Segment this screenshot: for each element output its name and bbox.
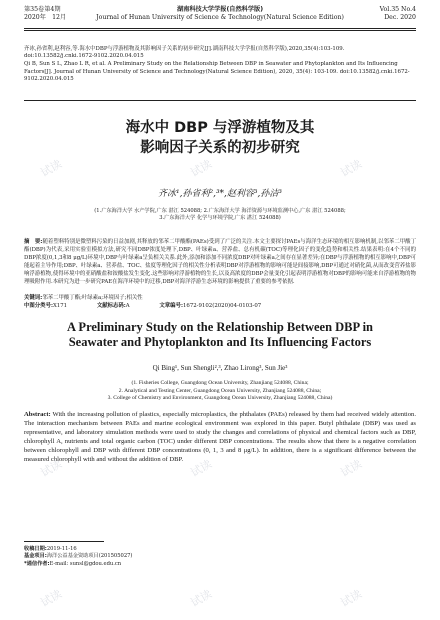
abstract-cn-label: 摘 要: [24, 239, 43, 245]
affiliations-cn [24, 208, 416, 222]
received-label: 收稿日期: [24, 546, 47, 552]
header-date-cn: 2020年 12月 [24, 14, 67, 22]
affiliation-en-line-1: (1. Fisheries College, Guangdong Ocean University, Zhanjiang 524088, China; [131, 380, 309, 386]
citation-cn: 齐冰,孙省利,赵利容,等.海水中DBP与浮游植物及其影响因子关系的初步研究[J].湖南科技大学学报(自然科学版),2020,35(4):103-109. doi:10.13582/j.cnki.1672-9102.2020.04.015 [24, 46, 345, 60]
footnote-fund [24, 553, 416, 560]
title-cn-line-2: 影响因子关系的初步研究 [140, 140, 300, 156]
keywords-cn-label: 关键词: [24, 295, 43, 301]
clc-value: X171 [52, 303, 68, 309]
citation-rule [24, 100, 416, 101]
authors-en: Qi Bing¹, Sun Shengli²,³, Zhao Lirong³, Sun Jie³ [152, 364, 288, 372]
header-vol-issue-cn: 第35卷第4期 [24, 6, 61, 13]
header-center [24, 6, 416, 22]
contact-value: E-mail: sunsl@gdou.edu.cn [49, 560, 122, 567]
watermark: 试读 [338, 157, 365, 180]
affiliations-en [24, 380, 416, 403]
header-rule-thick [24, 28, 416, 29]
watermark: 试读 [188, 457, 215, 480]
header-journal-cn: 湖南科技大学学报(自然科学版) [176, 6, 264, 13]
title-cn [0, 118, 440, 158]
affiliation-cn-line-1: (1.广东海洋大学 水产学院,广东 湛江 524088; 2.广东海洋大学 海洋资源与环境监测中心,广东 湛江 524088; [94, 208, 346, 214]
article-number-value: 1672-9102(2020)04-0103-07 [182, 303, 262, 309]
header-date-en: Dec. 2020 [384, 14, 416, 22]
affiliation-en-line-3: 3. College of Chemistry and Environment, Guangdong Ocean University, Zhanjiang 524088, China) [107, 395, 333, 402]
header-right [380, 6, 416, 22]
keywords-cn [24, 295, 416, 302]
watermark: 试读 [338, 457, 365, 480]
abstract-cn [24, 238, 416, 286]
watermark: 试读 [38, 157, 65, 180]
doc-code-value: A [125, 303, 130, 309]
classification-cn [24, 303, 416, 310]
footnote-contact [24, 561, 416, 568]
title-cn-line-1: 海水中 DBP 与浮游植物及其 [125, 120, 315, 136]
clc-label: 中图分类号: [24, 303, 53, 309]
footnote-rule [24, 541, 104, 542]
citation-block [24, 46, 416, 84]
watermark: 试读 [338, 587, 365, 610]
doc-code-label: 文献标志码: [96, 303, 126, 309]
authors-cn: 齐冰¹,孙省利²,³*,赵利容³,孙洁³ [158, 189, 282, 199]
header-journal-en: Journal of Hunan University of Science & Technology(Natural Science Edition) [96, 14, 344, 22]
contact-label: *通信作者: [24, 560, 50, 567]
footnotes [24, 546, 416, 568]
affiliation-cn-line-2: 3.广东海洋大学 化学与环境学院,广东 湛江 524088) [159, 215, 281, 221]
fund-value: 海洋公益基金资助项目(201505027) [46, 553, 133, 560]
watermark: 试读 [188, 587, 215, 610]
watermark: 试读 [188, 157, 215, 180]
fund-label: 基金项目: [24, 553, 47, 560]
citation-en: Qi B, Sun S L, Zhao L R, et al. A Preliminary Study on the Relationship Between DBP in Seawater and Phytoplankton and Its Influencing Factors[J]. Journal of Hunan University of Science and Technology(Natural Science Edition), 2020, 35(4): 103-109. doi:10.13582/j.cnki.1672-9102.2020.04.015 [24, 61, 410, 82]
watermark: 试读 [38, 587, 65, 610]
article-number-label: 文章编号: [159, 303, 183, 309]
abstract-en-label: Abstract: [24, 411, 51, 418]
affiliation-en-line-2: 2. Analytical and Testing Center, Guangdong Ocean University, Zhanjiang 524088, China; [118, 387, 322, 394]
abstract-en-text: With the increasing pollution of plastics, especially microplastics, the phthalates (PAEs) released by them had received widely attention. The interaction mechanism between PAEs and marine ecological environment was explored in this paper. Butyl phthalate (DBP) was used as representative, and laboratory simulation methods were used to study the changes and correlations of physical and chemical factors such as DBP, chlorophyll A, nutrients and total organic carbon (TOC) under different DBP concentrations. The results show that there is a negative correlation between chlorophyll and DBP with different DBP concentrations (0, 1, 3 and 8 μg/L). In addition, there is a significant difference between the measured chlorophyll with and without the addition of DBP. [24, 411, 416, 463]
abstract-cn-text: 随着塑料特别是微塑料污染的日益加剧,其释放的邻苯二甲酸酯(PAEs)受到了广泛的关注.本文主要探讨PAEs与海洋生态环境的相互影响机制,以邻苯二甲酸丁酯(DBP)为代表,采用实验室模拟方法,研究不同DBP浓度处理下,DBP、叶绿素a、营养盐、总有机碳(TOC)等理化因子的变化趋势和相关性.结果表明:在4个不同的DBP浓度(0,1,3和8 μg/L)环境中,DBP与叶绿素a呈负相关关系.此外,添加和添加不同浓度DBP对叶绿素a之间存在显著差异;在DBP与浮游植物的相互影响中,DBP可能起着主导作用;DBP、叶绿素a、营养盐、TOC、盐度等理化因子的相关性分析表明DBP对浮游植物的影响可能是间接影响,DBP可通过对硝化菌,从而改变营养盐影响浮游植物,使得环境中的亚硝酸盐和铵酸盐发生变化.这些影响对浮游植物的生长,以及高浓度的DBP会量变化引起表明浮游植物对DBP的影响可能来自浮游植物的物理吸附作用.本研究为进一步研究PAE在海洋环境中的迁移,DBP对海洋浮游生态环境的影响提供了重要的参考依据. [24, 239, 416, 285]
title-en [0, 320, 440, 350]
watermark: 试读 [38, 457, 65, 480]
title-en-line-2: Seawater and Phytoplankton and Its Influencing Factors [68, 335, 372, 349]
header-rule-thin [24, 30, 416, 31]
title-en-line-1: A Preliminary Study on the Relationship Between DBP in [66, 320, 374, 334]
received-value: 2019-11-16 [46, 546, 77, 552]
header-vol-issue-en: Vol.35 No.4 [379, 6, 416, 13]
keywords-cn-text: 邻苯二甲酸丁酯;叶绿素a;环境因子;相关性 [42, 295, 143, 301]
